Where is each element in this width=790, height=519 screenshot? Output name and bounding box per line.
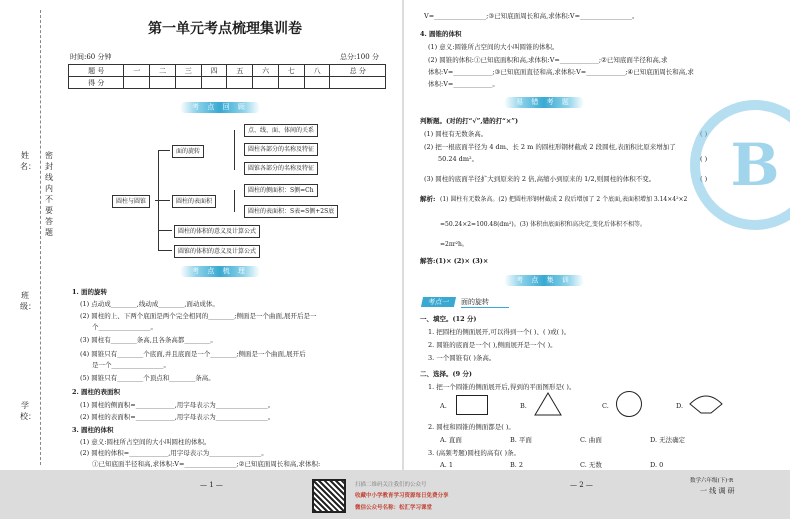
mindmap-connector [158,230,172,231]
option-text[interactable]: D. 0 [650,461,664,469]
section-banner-practice: 考 点 集 训 [504,275,584,286]
question-line: (1) 圆柱有无数条高。 [424,130,488,138]
question-line: (3) 圆柱的底面半径扩大到原来的 2 倍,高缩小到原来的 1/2,则圆柱的体积不变。 [424,175,656,183]
circle-icon[interactable] [616,391,642,417]
mindmap-connector [158,250,172,251]
question-line: 3. 一个圆锥有( )条高。 [428,354,496,362]
option-label: C. [602,402,609,410]
question-line: 3. (高频考题)圆柱的高有( )条。 [428,449,520,457]
question-line: 1. 把一个圆锥的侧面展开后,得到的平面图形是( )。 [428,383,576,391]
left-page [0,0,402,470]
exercise-line: (2) 圆柱的表面积=____________,用字母表示为________________。 [80,413,275,421]
mindmap-root: 圆柱与圆锥 [112,195,150,208]
table-row [69,77,386,89]
footer-scan-note: 扫描二维码关注我们的公众号 [355,482,427,488]
exercise-line: (2) 圆柱的上、下两个底面是两个完全相同的________;侧面是一个曲面,展开后是一 [80,312,317,320]
brand-label: 一 线 调 研 [700,487,735,495]
table-cell: 五 [227,65,253,77]
exercise-line: (1) 意义:圆柱所占空间的大小叫圆柱的体积。 [80,438,211,446]
section-heading: 4. 圆锥的体积 [420,30,462,38]
table-cell: 题 号 [69,65,124,77]
table-cell: 六 [253,65,279,77]
option-text[interactable]: D. 无法确定 [650,436,686,444]
option-label: D. [676,402,684,410]
option-text[interactable]: A. 1 [440,461,453,469]
time-limit: 时间:60 分钟 [70,53,112,61]
mindmap-connector [234,190,235,212]
footer-wechat: 微信公众号名称：松汇学习课堂 [355,505,433,511]
section-banner-common-mistakes: 易 错 考 题 [504,97,584,108]
table-cell: 得 分 [69,77,124,89]
table-cell: 三 [175,65,201,77]
score-cell[interactable] [201,77,227,89]
topic-tag: 考点一 [421,297,456,307]
mindmap-leaf: 圆柱的表面积：S表=S侧+2S底 [244,205,338,218]
class-label: 班级： [20,291,36,311]
question-heading: 一、填空。(12 分) [420,315,477,323]
school-label: 学校： [20,401,36,421]
option-label: A. [440,402,447,410]
analysis-line: =50.24×2=100.48(dm²)。(3) 体积由底面积和高决定,变化后体积不相等。 [440,221,647,228]
sector-icon[interactable] [689,392,723,414]
exercise-line: (1) 意义:圆锥所占空间的大小叫圆锥的体积。 [428,43,559,51]
footer-promo: 收藏中小学教育学习资源每日免费分享 [355,493,449,499]
topic-heading [422,297,509,308]
option-text[interactable]: B. 2 [510,461,524,469]
option-text[interactable]: C. 曲面 [580,436,602,444]
table-cell: 二 [150,65,176,77]
question-line: 2. 圆柱和圆锥的侧面都是( )。 [428,423,515,431]
answer-bracket[interactable]: ( ) [700,175,708,183]
option-label: B. [520,402,527,410]
mindmap-connector [234,130,235,170]
section-heading: 3. 圆柱的体积 [72,426,114,434]
exercise-line: (2) 圆锥的体积:①已知底面积和高,求体积:V=____________;②已知底面半径和高,求 [428,56,668,64]
mindmap-leaf: 圆锥的体积的意义及计算公式 [174,245,260,258]
watermark-stamp: B [690,100,790,230]
total-score: 总分:100 分 [340,53,379,61]
analysis-line: =2πr²h。 [440,241,468,248]
exercise-line: 是一个________________。 [92,361,170,369]
exercise-line: (5) 圆锥只有________个顶点和________条高。 [80,374,215,382]
mindmap-leaf: 圆柱的体积的意义及计算公式 [174,225,260,238]
right-page [404,0,790,470]
page-number-left: — 1 — [200,481,223,489]
answer-bracket[interactable]: ( ) [700,155,708,163]
option-text[interactable]: A. 直面 [440,436,462,444]
question-line: (2) 把一根底面半径为 4 dm、长 2 m 的圆柱形钢材截成 2 段圆柱,表面积比原来增加了 [424,143,676,151]
question-line: 50.24 dm²。 [438,155,479,163]
rectangle-icon[interactable] [456,395,488,415]
table-row [69,65,386,77]
exercise-line: 个________________。 [92,323,157,331]
binding-margin [0,0,56,470]
seal-dashed-line [40,10,41,465]
exercise-line: (1) 点动成________,线动成________,面动成体。 [80,300,219,308]
table-cell: 四 [201,65,227,77]
analysis-label: 解析: [420,195,436,203]
score-table [68,64,386,89]
exercise-line: ①已知底面半径和高,求体积:V=________________;②已知底面周长和高,求体积: [92,460,321,468]
analysis-line: (1) 圆柱有无数条高。(2) 把圆柱形钢材截成 2 段后增加了 2 个底面,表面积增加 3.14×4²×2 [440,196,688,203]
page-number-right: — 2 — [570,481,593,489]
exercise-line: V=________________;③已知底面周长和高,求体积:V=________________。 [424,12,639,20]
score-cell[interactable] [175,77,201,89]
table-cell: 总 分 [330,65,386,77]
score-cell[interactable] [253,77,279,89]
section-heading: 1. 面的旋转 [72,288,108,296]
question-heading: 判断题。(对的打“√”,错的打“×”) [420,117,519,125]
grade-label: 数学六年级(下)·R [690,478,734,484]
mindmap-leaf: 圆柱的侧面积：S侧=Ch [244,184,318,197]
question-line: 1. 把圆柱的侧面展开,可以得到一个( )、( )或( )。 [428,328,571,336]
section-banner-summary: 考 点 梳 理 [180,266,260,277]
mindmap-leaf: 圆锥各部分的名称及特征 [244,162,318,175]
question-heading: 二、选择。(9 分) [420,370,472,378]
exercise-line: (2) 圆柱的体积=____________,用字母表示为________________。 [80,449,268,457]
option-text[interactable]: B. 平面 [510,436,532,444]
topic-name: 面的旋转 [461,297,509,308]
score-cell[interactable] [278,77,304,89]
score-cell[interactable] [304,77,330,89]
mindmap-leaf: 点、线、面、体间的关系 [244,124,318,137]
seal-line-notice: 密 封 线 内 不 要 答 题 [45,151,53,237]
name-label: 姓名： [20,151,36,171]
mindmap-leaf: 圆柱各部分的名称及特征 [244,143,318,156]
exercise-line: (4) 圆锥只有________个底面,并且底面是一个________;侧面是一个曲面,展开后 [80,350,306,358]
mindmap-connector [158,150,170,151]
qr-code[interactable] [312,479,346,513]
page-title: 第一单元考点梳理集训卷 [148,21,302,37]
exercise-line: 体积:V=____________;③已知底面直径和高,求体积:V=____________;④已知底面周长和高,求 [428,68,694,76]
option-text[interactable]: C. 无数 [580,461,602,469]
score-cell[interactable] [330,77,386,89]
score-cell[interactable] [227,77,253,89]
mindmap-node-rotation: 面的旋转 [172,145,204,158]
triangle-icon[interactable] [534,392,562,416]
section-heading: 2. 圆柱的表面积 [72,388,121,396]
table-cell: 七 [278,65,304,77]
score-cell[interactable] [124,77,150,89]
exercise-line: 体积:V=____________。 [428,80,499,88]
table-cell: 八 [304,65,330,77]
table-cell: 一 [124,65,150,77]
exercise-line: (3) 圆柱有________条高,且各条高都________。 [80,336,217,344]
score-cell[interactable] [150,77,176,89]
answer-bracket[interactable]: ( ) [700,130,708,138]
answer-line: 解答:(1)× (2)× (3)× [420,257,489,265]
question-line: 2. 圆锥的底面是一个( ),侧面展开是一个( )。 [428,341,557,349]
exercise-line: (1) 圆柱的侧面积=____________,用字母表示为________________。 [80,401,275,409]
section-banner-review: 考 点 回 顾 [180,102,260,113]
mindmap-node-surface: 圆柱的表面积 [172,195,216,208]
mindmap-connector [158,200,170,201]
